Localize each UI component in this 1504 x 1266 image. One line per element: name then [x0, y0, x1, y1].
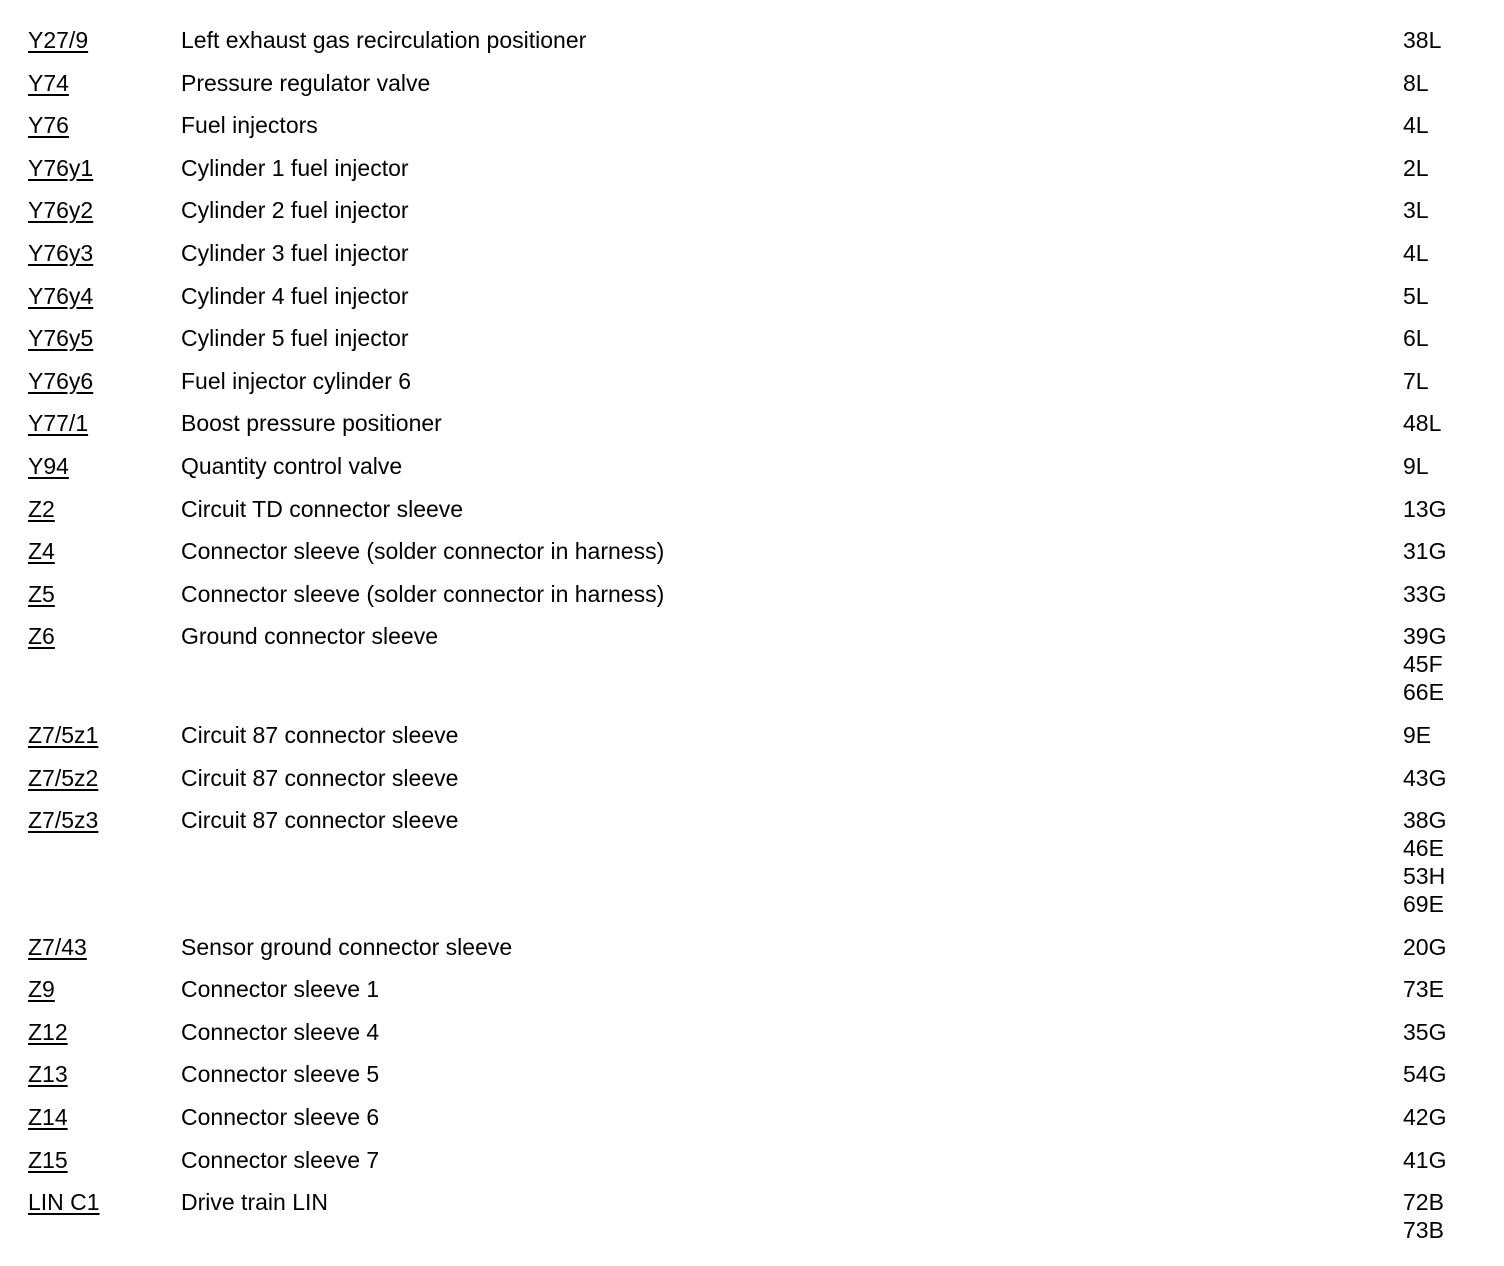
grid-references	[1403, 622, 1446, 706]
component-description: Sensor ground connector sleeve	[181, 933, 513, 960]
grid-reference: 3L	[1403, 197, 1429, 224]
grid-reference: 35G	[1403, 1018, 1447, 1045]
component-code-link[interactable]: Z7/5z2	[28, 764, 99, 791]
grid-references	[1403, 154, 1429, 182]
list-item	[0, 239, 1504, 282]
grid-reference: 31G	[1403, 538, 1447, 565]
list-item	[0, 282, 1504, 325]
component-description: Circuit 87 connector sleeve	[181, 764, 459, 791]
list-item	[0, 933, 1504, 976]
grid-reference: 73B	[1403, 1217, 1444, 1244]
grid-references	[1403, 69, 1429, 97]
list-item	[0, 69, 1504, 112]
grid-reference: 9E	[1403, 721, 1432, 748]
component-code-link[interactable]: Y76y4	[28, 282, 94, 309]
grid-reference: 73E	[1403, 976, 1444, 1003]
component-code-link[interactable]: LIN C1	[28, 1189, 100, 1216]
component-code-link[interactable]: Y76y3	[28, 239, 94, 266]
component-code-link[interactable]: Z9	[28, 976, 55, 1003]
component-description: Cylinder 2 fuel injector	[181, 197, 409, 224]
grid-reference: 41G	[1403, 1146, 1447, 1173]
component-description: Circuit TD connector sleeve	[181, 495, 464, 522]
grid-references	[1403, 1103, 1446, 1131]
grid-references	[1403, 239, 1429, 267]
grid-references	[1403, 933, 1446, 961]
list-item	[0, 721, 1504, 764]
grid-reference: 13G	[1403, 495, 1447, 522]
component-code-link[interactable]: Z7/5z1	[28, 721, 99, 748]
list-item	[0, 1103, 1504, 1146]
grid-reference: 33G	[1403, 580, 1447, 607]
grid-reference: 9L	[1403, 452, 1429, 479]
grid-reference: 46E	[1403, 835, 1444, 862]
grid-reference: 4L	[1403, 239, 1429, 266]
component-code-link[interactable]: Z13	[28, 1061, 68, 1088]
component-description: Cylinder 1 fuel injector	[181, 154, 409, 181]
component-code-link[interactable]: Z7/5z3	[28, 807, 99, 834]
component-code-link[interactable]: Y76	[28, 112, 69, 139]
component-code-link[interactable]: Y76y2	[28, 197, 94, 224]
component-code-link[interactable]: Y77/1	[28, 410, 89, 437]
list-item	[0, 452, 1504, 495]
component-code-link[interactable]: Z4	[28, 538, 55, 565]
grid-reference: 4L	[1403, 112, 1429, 139]
grid-reference: 69E	[1403, 891, 1444, 918]
component-code-link[interactable]: Z6	[28, 623, 55, 650]
component-description: Fuel injectors	[181, 112, 318, 139]
list-item	[0, 324, 1504, 367]
list-item	[0, 154, 1504, 197]
grid-references	[1403, 196, 1429, 224]
list-item	[0, 1060, 1504, 1103]
component-description: Ground connector sleeve	[181, 623, 438, 650]
grid-references	[1403, 1018, 1446, 1046]
grid-references	[1403, 111, 1429, 139]
component-code-link[interactable]: Z12	[28, 1018, 68, 1045]
component-code-link[interactable]: Y76y6	[28, 367, 94, 394]
component-code-link[interactable]: Z7/43	[28, 933, 87, 960]
list-item	[0, 495, 1504, 538]
grid-reference: 38L	[1403, 27, 1442, 53]
grid-reference: 72B	[1403, 1189, 1444, 1216]
component-code-link[interactable]: Y74	[28, 69, 69, 96]
grid-references	[1403, 282, 1429, 310]
component-code-link[interactable]: Y76y1	[28, 154, 94, 181]
grid-references	[1403, 26, 1441, 54]
grid-reference: 42G	[1403, 1104, 1447, 1131]
component-code-link[interactable]: Z14	[28, 1104, 68, 1131]
list-item	[0, 1018, 1504, 1061]
component-description: Circuit 87 connector sleeve	[181, 807, 459, 834]
grid-reference: 48L	[1403, 410, 1442, 437]
grid-reference: 20G	[1403, 933, 1447, 960]
grid-reference: 38G	[1403, 807, 1447, 834]
component-description: Connector sleeve (solder connector in harness)	[181, 580, 665, 607]
grid-reference: 39G	[1403, 623, 1447, 650]
list-item	[0, 537, 1504, 580]
component-description: Cylinder 5 fuel injector	[181, 325, 409, 352]
grid-references	[1403, 975, 1444, 1003]
grid-references	[1403, 721, 1431, 749]
grid-references	[1403, 580, 1446, 608]
grid-references	[1403, 806, 1446, 918]
component-description: Quantity control valve	[181, 452, 403, 479]
grid-references	[1403, 495, 1446, 523]
component-code-link[interactable]: Y94	[28, 452, 69, 479]
list-item	[0, 806, 1504, 933]
list-item	[0, 1188, 1504, 1259]
component-description: Connector sleeve 4	[181, 1018, 380, 1045]
grid-reference: 66E	[1403, 679, 1444, 706]
grid-references	[1403, 409, 1441, 437]
component-code-link[interactable]: Y76y5	[28, 325, 94, 352]
component-code-link[interactable]: Z15	[28, 1146, 68, 1173]
grid-reference: 43G	[1403, 764, 1447, 791]
grid-reference: 54G	[1403, 1061, 1447, 1088]
grid-references	[1403, 764, 1446, 792]
list-item	[0, 367, 1504, 410]
list-item	[0, 580, 1504, 623]
list-item	[0, 764, 1504, 807]
grid-references	[1403, 537, 1446, 565]
component-description: Boost pressure positioner	[181, 410, 442, 437]
grid-references	[1403, 367, 1429, 395]
list-item	[0, 622, 1504, 721]
grid-references	[1403, 1188, 1444, 1244]
list-item	[0, 111, 1504, 154]
grid-reference: 45F	[1403, 651, 1443, 678]
grid-references	[1403, 1146, 1446, 1174]
component-description: Cylinder 3 fuel injector	[181, 239, 409, 266]
component-description: Pressure regulator valve	[181, 69, 431, 96]
list-item	[0, 409, 1504, 452]
component-description: Connector sleeve 5	[181, 1061, 380, 1088]
component-code-link[interactable]: Z5	[28, 580, 55, 607]
list-item	[0, 1146, 1504, 1189]
component-description: Connector sleeve (solder connector in harness)	[181, 538, 665, 565]
component-description: Connector sleeve 1	[181, 976, 380, 1003]
grid-reference: 53H	[1403, 863, 1446, 890]
component-code-link[interactable]: Z2	[28, 495, 55, 522]
grid-references	[1403, 452, 1429, 480]
grid-references	[1403, 1060, 1446, 1088]
component-description: Fuel injector cylinder 6	[181, 367, 412, 394]
component-description: Circuit 87 connector sleeve	[181, 721, 459, 748]
component-code-link[interactable]: Y27/9	[28, 27, 89, 53]
grid-reference: 7L	[1403, 367, 1429, 394]
list-item	[0, 196, 1504, 239]
grid-reference: 2L	[1403, 154, 1429, 181]
list-item	[0, 975, 1504, 1018]
grid-reference: 6L	[1403, 325, 1429, 352]
grid-reference: 8L	[1403, 69, 1429, 96]
list-item	[0, 26, 1504, 69]
component-description: Connector sleeve 6	[181, 1104, 380, 1131]
grid-reference: 5L	[1403, 282, 1429, 309]
component-description: Cylinder 4 fuel injector	[181, 282, 409, 309]
component-description: Connector sleeve 7	[181, 1146, 380, 1173]
grid-references	[1403, 324, 1429, 352]
component-description: Drive train LIN	[181, 1189, 328, 1216]
component-description: Left exhaust gas recirculation positioner	[181, 27, 587, 53]
